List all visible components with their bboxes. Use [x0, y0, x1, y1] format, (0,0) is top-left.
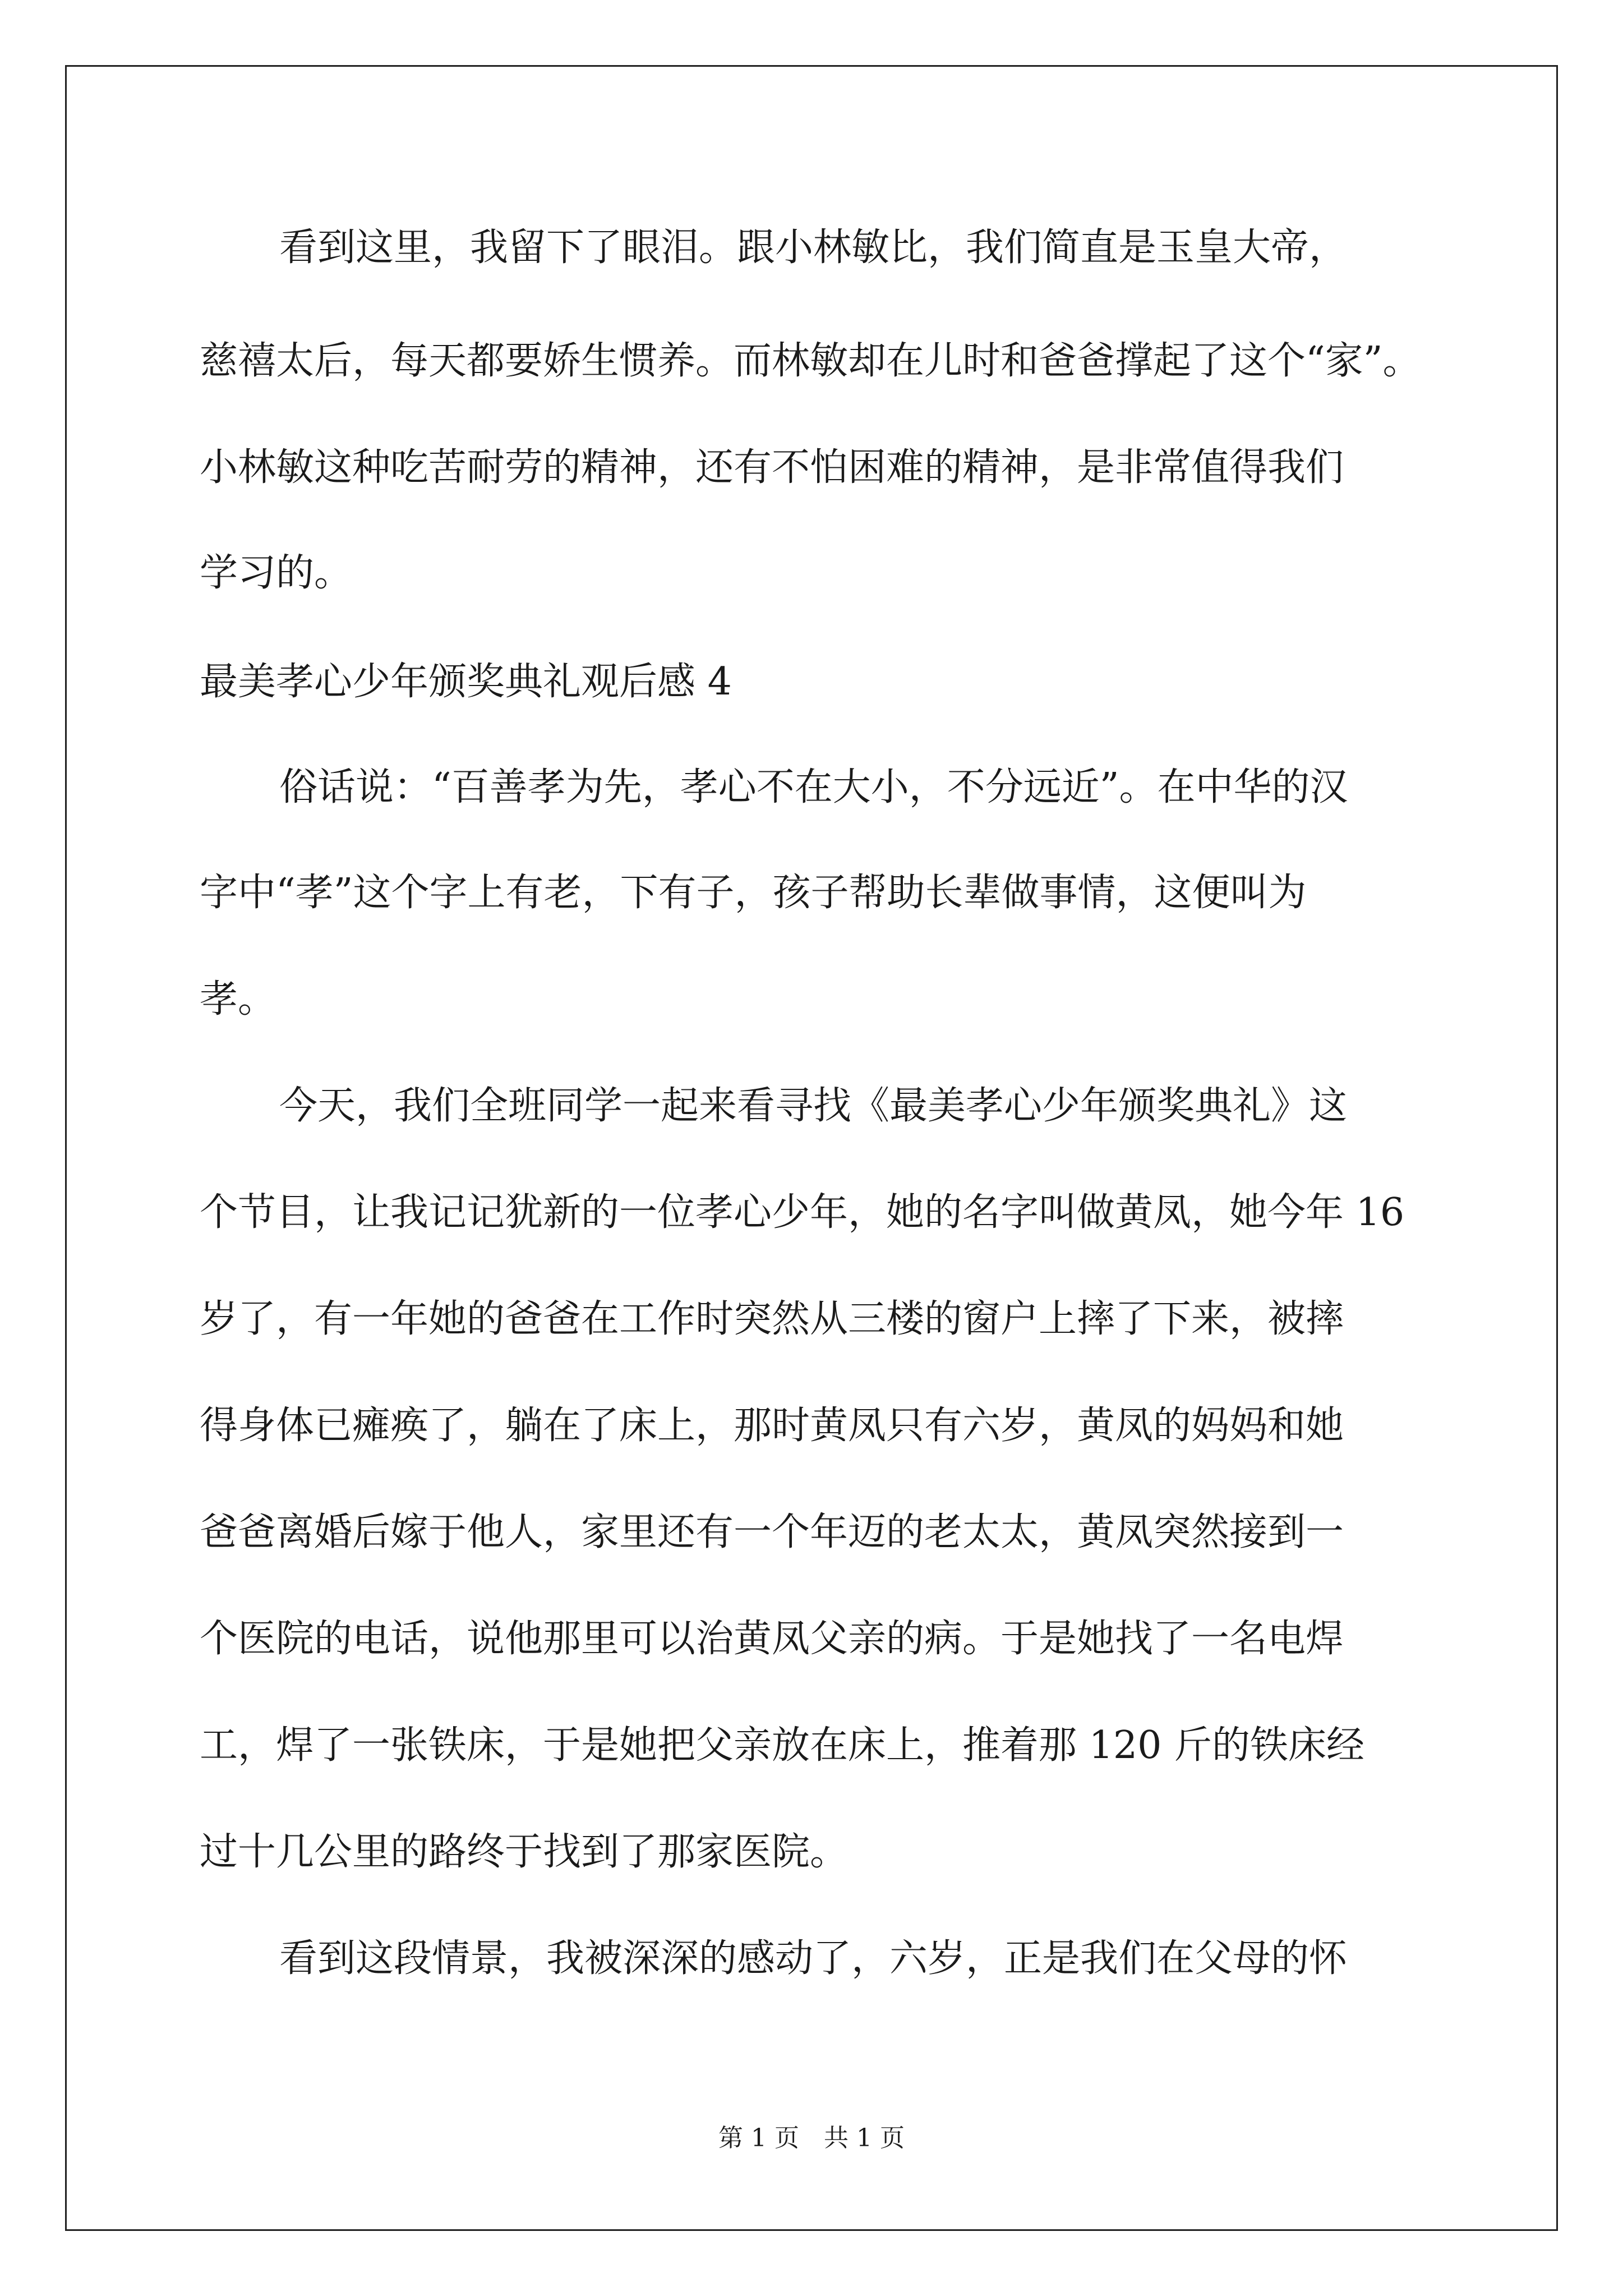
paragraph-3-line-6: 个医院的电话，说他那里可以治黄凤父亲的病。于是她找了一名电焊 — [200, 1617, 1344, 1661]
section-heading: 最美孝心少年颁奖典礼观后感 4 — [200, 660, 732, 704]
paragraph-3-line-5: 爸爸离婚后嫁于他人，家里还有一个年迈的老太太，黄凤突然接到一 — [200, 1510, 1344, 1554]
paragraph-3-line-8: 过十几公里的路终于找到了那家医院。 — [200, 1830, 849, 1874]
paragraph-1-line-4: 学习的。 — [200, 551, 353, 595]
paragraph-2-line-3: 孝。 — [200, 977, 276, 1022]
page-border — [65, 65, 1558, 2231]
paragraph-2-line-2: 字中“孝”这个字上有老，下有子，孩子帮助长辈做事情，这便叫为 — [200, 871, 1307, 915]
page-number-footer: 第 1 页 共 1 页 — [718, 2124, 905, 2152]
paragraph-3-line-1: 今天，我们全班同学一起来看寻找《最美孝心少年颁奖典礼》这 — [279, 1084, 1348, 1128]
paragraph-3-line-2: 个节目，让我记记犹新的一位孝心少年，她的名字叫做黄凤，她今年 16 — [200, 1190, 1405, 1235]
paragraph-3-line-3: 岁了，有一年她的爸爸在工作时突然从三楼的窗户上摔了下来，被摔 — [200, 1297, 1344, 1341]
paragraph-1-line-3: 小林敏这种吃苦耐劳的精神，还有不怕困难的精神，是非常值得我们 — [200, 445, 1344, 490]
paragraph-1-line-2: 慈禧太后，每天都要娇生惯养。而林敏却在儿时和爸爸撑起了这个“家”。 — [200, 339, 1421, 383]
paragraph-3-line-7: 工，焊了一张铁床，于是她把父亲放在床上，推着那 120 斤的铁床经 — [200, 1723, 1365, 1768]
paragraph-4-line-1: 看到这段情景，我被深深的感动了，六岁，正是我们在父母的怀 — [279, 1936, 1348, 1981]
paragraph-3-line-4: 得身体已瘫痪了，躺在了床上，那时黄凤只有六岁，黄凤的妈妈和她 — [200, 1404, 1344, 1448]
paragraph-1-line-1: 看到这里，我留下了眼泪。跟小林敏比，我们简直是玉皇大帝， — [279, 226, 1348, 270]
paragraph-2-line-1: 俗话说：“百善孝为先，孝心不在大小，不分远近”。在中华的汉 — [279, 765, 1348, 809]
